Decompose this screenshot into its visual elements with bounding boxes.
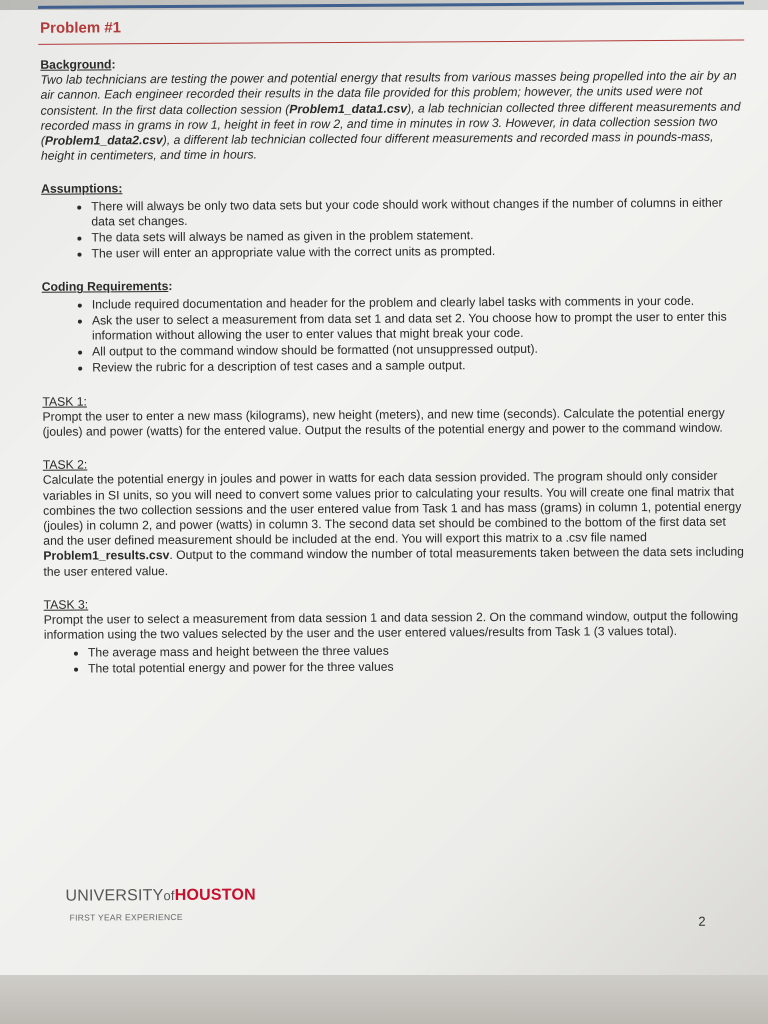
task3-text: Prompt the user to select a measurement from data session 1 and data session 2. On the command window, output the following information using the two values selected by the user and the user entered values/results from Task 1 (3 values total).	[43, 608, 739, 643]
photo-bottom-edge	[0, 975, 768, 1024]
task2-heading: TASK 2:	[42, 457, 88, 473]
background-heading: Background	[40, 57, 112, 72]
logo-houston: HOUSTON	[174, 886, 256, 904]
background-text	[40, 69, 740, 163]
task2-text-1: Calculate the potential energy in joules and power in watts for each data session provided. The program should only consider variables in SI units, so you will need to convert some values prior to calculating your results. You will create one final matrix that combines the two collection sessions and the user entered value from Task 1 and has mass (grams) in column 1, potential energy (joules) in column 2, and power (watts) in column 3. The second data set should be combined to the bottom of the first data set and the user defined measurement should be included at the end. You will export this matrix to a .csv file named	[42, 469, 742, 549]
list-item: • The total potential energy and power for the three values	[88, 657, 749, 676]
list-item: • Include required documentation and header for the problem and clearly label tasks with comments in your code.	[92, 293, 747, 312]
coding-heading: Coding Requirements	[41, 279, 169, 295]
assumptions-heading: Assumptions:	[41, 181, 123, 197]
task1-heading: TASK 1:	[42, 394, 87, 409]
title-row	[38, 12, 744, 45]
task1-text: Prompt the user to enter a new mass (kilograms), new height (meters), and new time (seconds). Calculate the potential energy (joules) and power (watts) for the entered value. Output the results of the potential energy and power to the command window.	[42, 405, 725, 439]
coding-heading-colon: :	[168, 279, 173, 294]
task3-heading: TASK 3:	[43, 597, 89, 612]
list-item: • The user will enter an appropriate value with the correct units as prompted.	[91, 243, 746, 262]
data1-filename: Problem1_data1.csv	[289, 101, 408, 116]
list-item: • All output to the command window should be formatted (not unsuppressed output).	[92, 341, 747, 360]
list-item: • The data sets will always be named as given in the problem statement.	[91, 227, 746, 246]
background-section	[40, 53, 746, 164]
university-logo	[65, 887, 255, 906]
task3-section	[44, 593, 749, 676]
results-filename: Problem1_results.csv	[43, 548, 170, 564]
background-text-1: Two lab technicians are testing the power and potential energy that results from various masses being propelled into the air by an air cannon. Each engineer recorded their results in the data file provided for this problem; however, the units used were not consistent. In the first data collection session (	[40, 68, 737, 118]
task3-list	[44, 641, 749, 677]
assumptions-list	[41, 195, 746, 262]
list-item: • Ask the user to select a measurement from data set 1 and data set 2. You choose how to prompt the user to enter this information without allowing the user to enter values that might break your code.	[92, 309, 747, 343]
logo-of: of	[163, 887, 175, 904]
task2-text	[43, 469, 744, 578]
list-item: • The average mass and height between the three values	[88, 641, 749, 660]
problem-title: Problem #1	[40, 19, 122, 37]
task2-text-2: . Output to the command window the number of total measurements taken between the data sets including the user entered value.	[43, 544, 744, 579]
coding-list	[42, 293, 747, 376]
task2-section	[43, 454, 749, 580]
document-content	[40, 53, 749, 694]
data2-filename: Problem1_data2.csv	[44, 133, 163, 148]
page-number: 2	[698, 913, 706, 929]
assumptions-section	[41, 178, 746, 262]
task1-section	[42, 390, 747, 440]
coding-heading-wrap	[42, 276, 747, 296]
logo-university: UNIVERSITY	[65, 887, 164, 905]
background-heading-colon: :	[111, 57, 116, 72]
background-text-3: ), a different lab technician collected four different measurements and recorded mass in pounds-mass, height in centimeters, and time in hours.	[40, 129, 714, 164]
coding-requirements-section	[42, 276, 748, 377]
document-page	[8, 1, 756, 974]
background-text-2: ), a lab technician collected three different measurements and recorded mass in grams in row 1, height in feet in row 2, and time in minutes in row 3. However, in data collection session two (	[40, 99, 741, 148]
list-item: • There will always be only two data sets but your code should work without changes if the number of columns in either data set changes.	[91, 195, 746, 229]
logo-subtitle: FIRST YEAR EXPERIENCE	[69, 911, 183, 923]
list-item: • Review the rubric for a description of test cases and a sample output.	[92, 357, 747, 376]
